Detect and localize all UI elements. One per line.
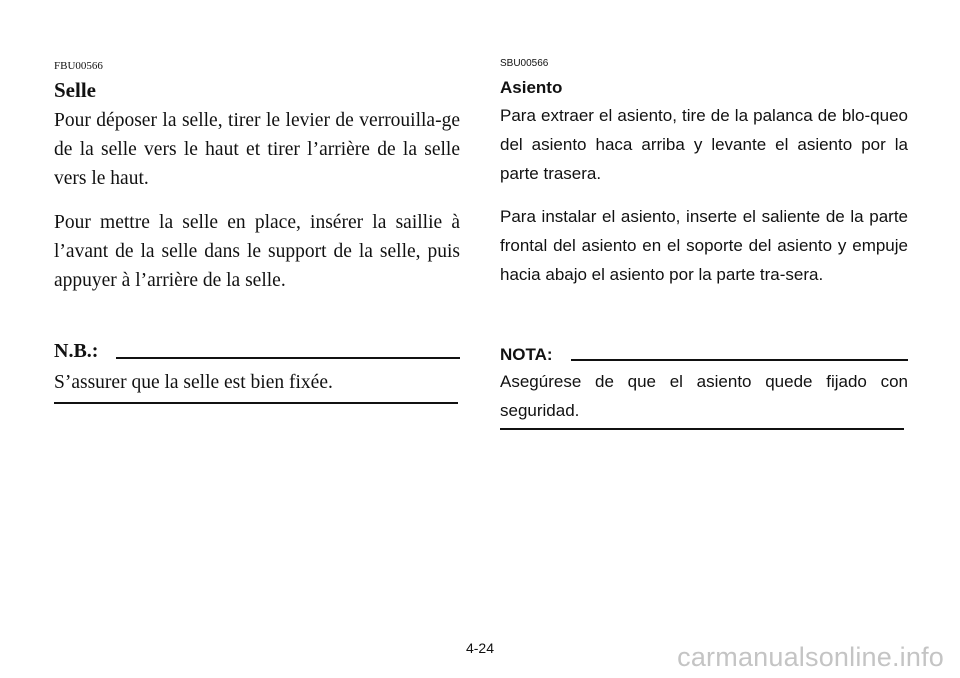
note-end-divider (54, 402, 458, 404)
note-label: N.B.: (54, 340, 99, 362)
note-divider (571, 359, 908, 361)
paragraph: Pour mettre la selle en place, insérer la saillie à l’avant de la selle dans le support de la selle, puis appuyer à l’arrière de la selle. (54, 212, 460, 291)
page-number: 4-24 (465, 640, 495, 656)
note-text: Asegúrese de que el asiento quede fijado con seguridad. (500, 372, 908, 420)
note-divider (116, 357, 460, 359)
paragraph: Pour déposer la selle, tirer le levier de verrouilla-ge de la selle vers le haut et tirer l’arrière de la selle vers le haut. (54, 110, 460, 189)
note-end-divider (500, 428, 904, 430)
paragraph: Para extraer el asiento, tire de la palanca de blo-queo del asiento haca arriba y levante el asiento por la parte trasera. (500, 106, 908, 183)
note-header (500, 345, 908, 365)
note-header (54, 340, 460, 363)
section-code: FBU00566 (54, 60, 103, 72)
section-code: SBU00566 (500, 58, 549, 69)
note-label: NOTA: (500, 345, 553, 364)
watermark: carmanualsonline.info (677, 642, 944, 672)
section-title: Selle (54, 78, 96, 102)
note-text: S’assurer que la selle est bien fixée. (54, 372, 333, 393)
section-title: Asiento (500, 78, 563, 97)
paragraph: Para instalar el asiento, inserte el saliente de la parte frontal del asiento en el soporte del asiento y empuje hacia abajo el asiento por la parte tra-sera. (500, 207, 908, 284)
